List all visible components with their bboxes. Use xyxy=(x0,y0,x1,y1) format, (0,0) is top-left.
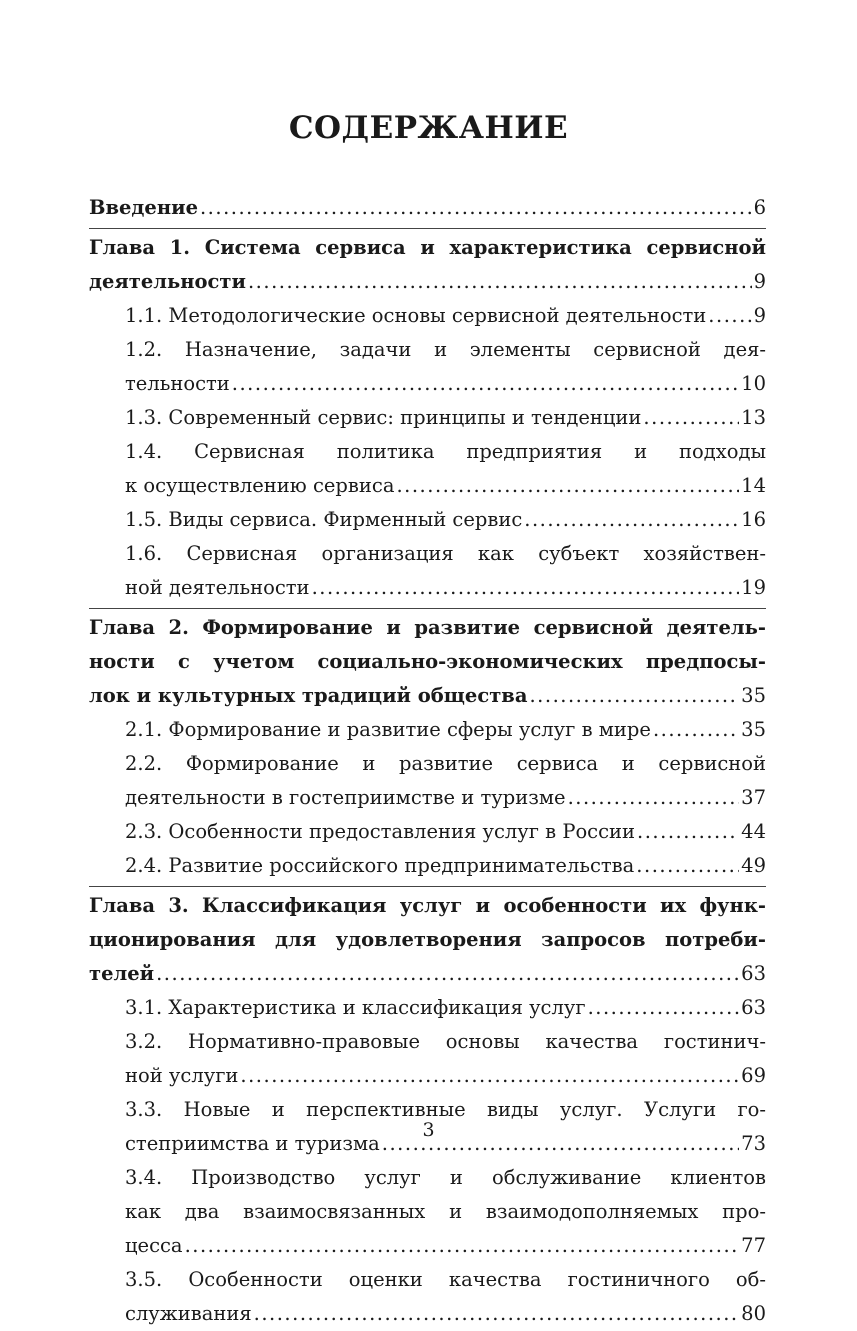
dot-leader xyxy=(568,781,740,815)
page-number: 3 xyxy=(422,1119,435,1141)
toc-entry-title: цесса xyxy=(125,1234,183,1257)
toc-entry-title: служивания xyxy=(125,1302,252,1325)
toc-entry-title: тельности xyxy=(125,372,230,395)
toc-page-number: 6 xyxy=(753,196,766,219)
toc-section-3-3-line[interactable]: 3.3. Новые и перспективные виды услуг. Услуги го- xyxy=(125,1098,766,1121)
toc-section-3-4-line[interactable]: как два взаимосвязанных и взаимодополняемых про- xyxy=(125,1200,766,1223)
toc-entry-title: 2.1. Формирование и развитие сферы услуг в мире xyxy=(125,718,651,741)
toc-page-number: 10 xyxy=(741,372,766,395)
toc-section-1-2[interactable] xyxy=(89,367,766,401)
toc-page-number: 13 xyxy=(741,406,766,429)
toc-entry-title: 1.1. Методологические основы сервисной деятельности xyxy=(125,304,707,327)
toc-section-2-2[interactable] xyxy=(89,781,766,815)
toc-entry-title: телей xyxy=(89,962,155,985)
toc-section-2-4[interactable] xyxy=(89,849,766,883)
toc-page-number: 14 xyxy=(741,474,766,497)
toc-entry-intro[interactable] xyxy=(89,191,766,225)
toc-section-1-1[interactable] xyxy=(89,299,766,333)
toc-entry-title: 2.3. Особенности предоставления услуг в России xyxy=(125,820,636,843)
dot-leader xyxy=(254,1297,740,1331)
toc-entry-title: 1.3. Современный сервис: принципы и тенденции xyxy=(125,406,642,429)
table-of-contents xyxy=(89,191,766,1331)
toc-page-number: 80 xyxy=(741,1302,766,1325)
toc-entry-title: ной услуги xyxy=(125,1064,239,1087)
toc-chapter-title-last[interactable] xyxy=(89,265,766,299)
toc-entry-title: к осуществлению сервиса xyxy=(125,474,395,497)
toc-chapter-3 xyxy=(89,886,766,1331)
page-title: СОДЕРЖАНИЕ xyxy=(288,110,569,146)
toc-chapter-title-last[interactable] xyxy=(89,957,766,991)
dot-leader xyxy=(200,191,752,225)
toc-chapter-1 xyxy=(89,228,766,605)
toc-page-number: 44 xyxy=(741,820,766,843)
toc-page-number: 69 xyxy=(741,1064,766,1087)
toc-chapter-title-line[interactable]: ционирования для удовлетворения запросов потреби- xyxy=(89,928,766,951)
dot-leader xyxy=(708,299,751,333)
toc-section-1-2-line[interactable]: 1.2. Назначение, задачи и элементы сервисной дея- xyxy=(125,338,766,361)
toc-section-3-4-line[interactable]: 3.4. Производство услуг и обслуживание клиентов xyxy=(125,1166,766,1189)
toc-page-number: 49 xyxy=(741,854,766,877)
dot-leader xyxy=(396,469,739,503)
toc-section-3-4[interactable] xyxy=(89,1229,766,1263)
toc-section-2-1[interactable] xyxy=(89,713,766,747)
toc-entry-title: 1.5. Виды сервиса. Фирменный сервис xyxy=(125,508,523,531)
dot-leader xyxy=(637,815,739,849)
toc-section-3-5-line[interactable]: 3.5. Особенности оценки качества гостиничного об- xyxy=(125,1268,766,1291)
toc-section-1-5[interactable] xyxy=(89,503,766,537)
toc-page-number: 35 xyxy=(741,718,766,741)
toc-page-number: 9 xyxy=(753,270,766,293)
toc-section-1-3[interactable] xyxy=(89,401,766,435)
dot-leader xyxy=(185,1229,740,1263)
toc-page-number: 16 xyxy=(741,508,766,531)
toc-chapter-2 xyxy=(89,608,766,883)
dot-leader xyxy=(529,679,739,713)
dot-leader xyxy=(156,957,739,991)
toc-chapter-title-last[interactable] xyxy=(89,679,766,713)
dot-leader xyxy=(524,503,739,537)
toc-page-number: 35 xyxy=(741,684,766,707)
toc-section-3-2-line[interactable]: 3.2. Нормативно-правовые основы качества гостинич- xyxy=(125,1030,766,1053)
toc-section-3-5[interactable] xyxy=(89,1297,766,1331)
dot-leader xyxy=(232,367,739,401)
toc-section-2-3[interactable] xyxy=(89,815,766,849)
dot-leader xyxy=(248,265,752,299)
dot-leader xyxy=(588,991,740,1025)
toc-section-1-4[interactable] xyxy=(89,469,766,503)
toc-entry-title: степриимства и туризма xyxy=(125,1132,380,1155)
toc-entry-title: 3.1. Характеристика и классификация услуг xyxy=(125,996,586,1019)
toc-chapter-title-line[interactable]: Глава 3. Классификация услуг и особенности их функ- xyxy=(89,894,766,917)
toc-entry-title: Введение xyxy=(89,196,198,219)
toc-section-1-6-line[interactable]: 1.6. Сервисная организация как субъект хозяйствен- xyxy=(125,542,766,565)
toc-entry-title: деятельности в гостеприимстве и туризме xyxy=(125,786,566,809)
toc-section-1-6[interactable] xyxy=(89,571,766,605)
toc-section-3-2[interactable] xyxy=(89,1059,766,1093)
toc-page-number: 37 xyxy=(741,786,766,809)
toc-page-number: 73 xyxy=(741,1132,766,1155)
dot-leader xyxy=(240,1059,739,1093)
dot-leader xyxy=(636,849,739,883)
dot-leader xyxy=(312,571,740,605)
dot-leader xyxy=(643,401,739,435)
toc-section-2-2-line[interactable]: 2.2. Формирование и развитие сервиса и сервисной xyxy=(125,752,766,775)
toc-entry-title: ной деятельности xyxy=(125,576,310,599)
toc-chapter-title-line[interactable]: Глава 2. Формирование и развитие сервисной деятель- xyxy=(89,616,766,639)
toc-page-number: 19 xyxy=(741,576,766,599)
toc-page-number: 63 xyxy=(741,962,766,985)
toc-page-number: 63 xyxy=(741,996,766,1019)
toc-section-3-1[interactable] xyxy=(89,991,766,1025)
toc-page-number: 9 xyxy=(753,304,766,327)
toc-entry-title: деятельности xyxy=(89,270,246,293)
dot-leader xyxy=(653,713,739,747)
toc-page-number: 77 xyxy=(741,1234,766,1257)
toc-chapter-title-line[interactable]: ности с учетом социально-экономических предпосы- xyxy=(89,650,766,673)
toc-entry-title: лок и культурных традиций общества xyxy=(89,684,528,707)
toc-section-1-4-line[interactable]: 1.4. Сервисная политика предприятия и подходы xyxy=(125,440,766,463)
toc-chapter-title-line[interactable]: Глава 1. Система сервиса и характеристика сервисной xyxy=(89,236,766,259)
toc-entry-title: 2.4. Развитие российского предпринимательства xyxy=(125,854,635,877)
